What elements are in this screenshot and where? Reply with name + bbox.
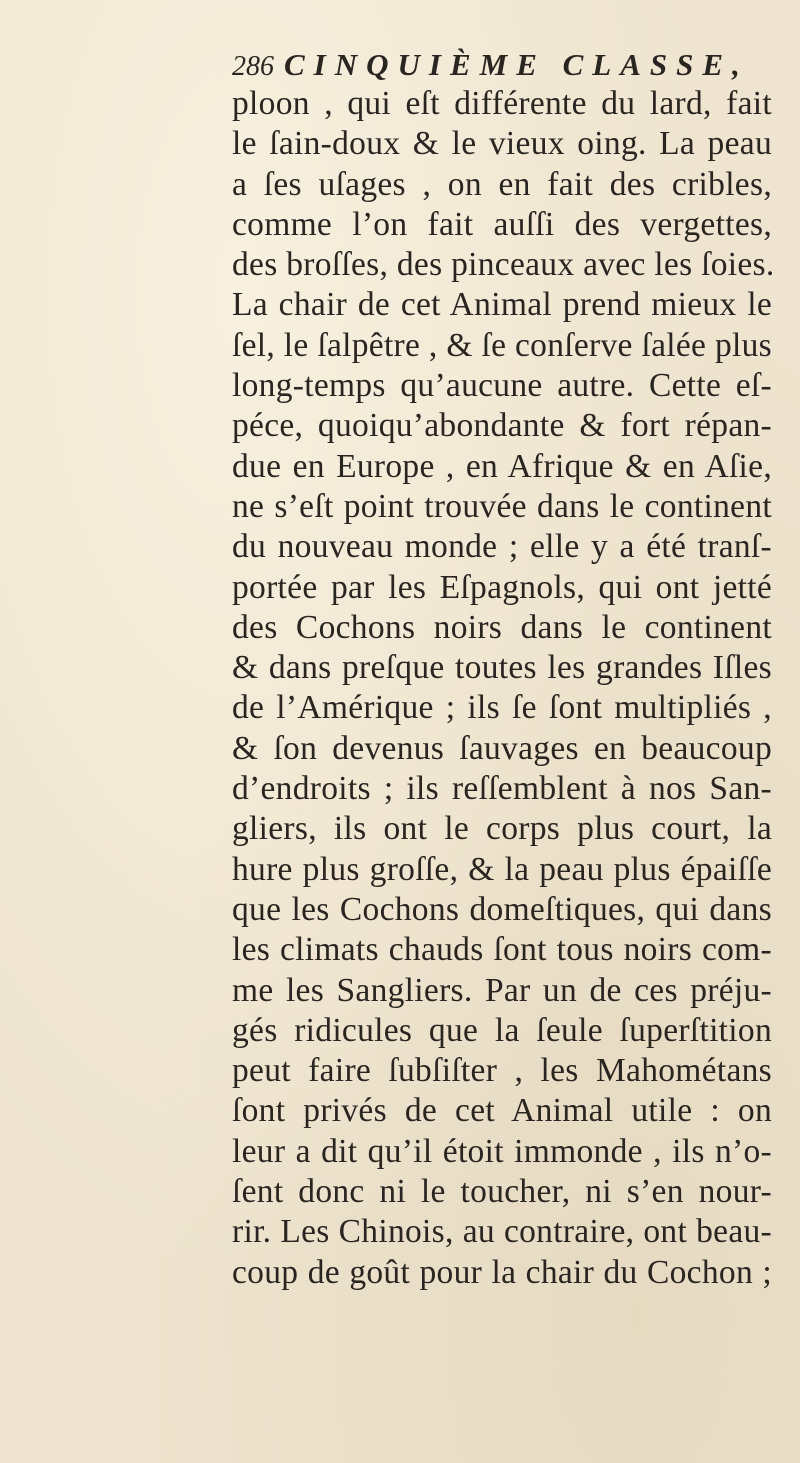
body-text [232,84,775,1293]
text-line: des Cochons noirs dans le continent [232,608,772,646]
text-line: a ſes uſages , on en fait des cribles, [232,165,772,203]
text-line: les climats chauds ſont tous noirs com- [232,931,772,969]
text-line: gés ridicules que la ſeule ſuperſtition [232,1011,772,1049]
text-line: peut faire ſubſiſter , les Mahométans [232,1052,772,1090]
text-line: du nouveau monde ; elle y a été tranſ- [232,528,772,566]
page-header [232,42,792,88]
text-line: ſent donc ni le toucher, ni s’en nour- [232,1173,772,1211]
text-line: ne s’eſt point trouvée dans le continent [232,487,772,525]
text-line: rir. Les Chinois, au contraire, ont beau- [232,1213,772,1251]
text-line: ſel, le ſalpêtre , & ſe conſerve ſalée plus [232,326,772,364]
text-line: ſont privés de cet Animal utile : on [232,1092,772,1130]
text-line: hure plus groſſe, & la peau plus épaiſſe [232,850,772,888]
text-line: gliers, ils ont le corps plus court, la [232,810,772,848]
text-line: de l’Amérique ; ils ſe ſont multipliés , [232,689,772,727]
text-line: me les Sangliers. Par un de ces préju- [232,971,772,1009]
text-line: des broſſes, des pinceaux avec les ſoies. [232,246,775,284]
text-line: & ſon devenus ſauvages en beaucoup [232,729,772,767]
text-line: le ſain-doux & le vieux oing. La peau [232,125,772,163]
text-line: coup de goût pour la chair du Cochon ; [232,1253,772,1291]
text-line: due en Europe , en Afrique & en Aſie, [232,447,772,485]
text-line: long-temps qu’aucune autre. Cette eſ- [232,367,772,405]
text-line: péce, quoiqu’abondante & fort répan- [232,407,772,445]
text-line: d’endroits ; ils reſſemblent à nos San- [232,770,772,808]
text-line: La chair de cet Animal prend mieux le [232,286,772,324]
running-title: CINQUIÈME CLASSE, [284,47,749,82]
text-line: que les Cochons domeſtiques, qui dans [232,890,772,928]
page-number: 286 [232,51,274,82]
text-line: ploon , qui eſt différente du lard, fait [232,85,772,122]
text-line: & dans preſque toutes les grandes Iſles [232,649,772,687]
text-line: comme l’on fait auſſi des vergettes, [232,205,772,243]
text-line: portée par les Eſpagnols, qui ont jetté [232,568,772,606]
text-line: leur a dit qu’il étoit immonde , ils n’o- [232,1132,772,1170]
